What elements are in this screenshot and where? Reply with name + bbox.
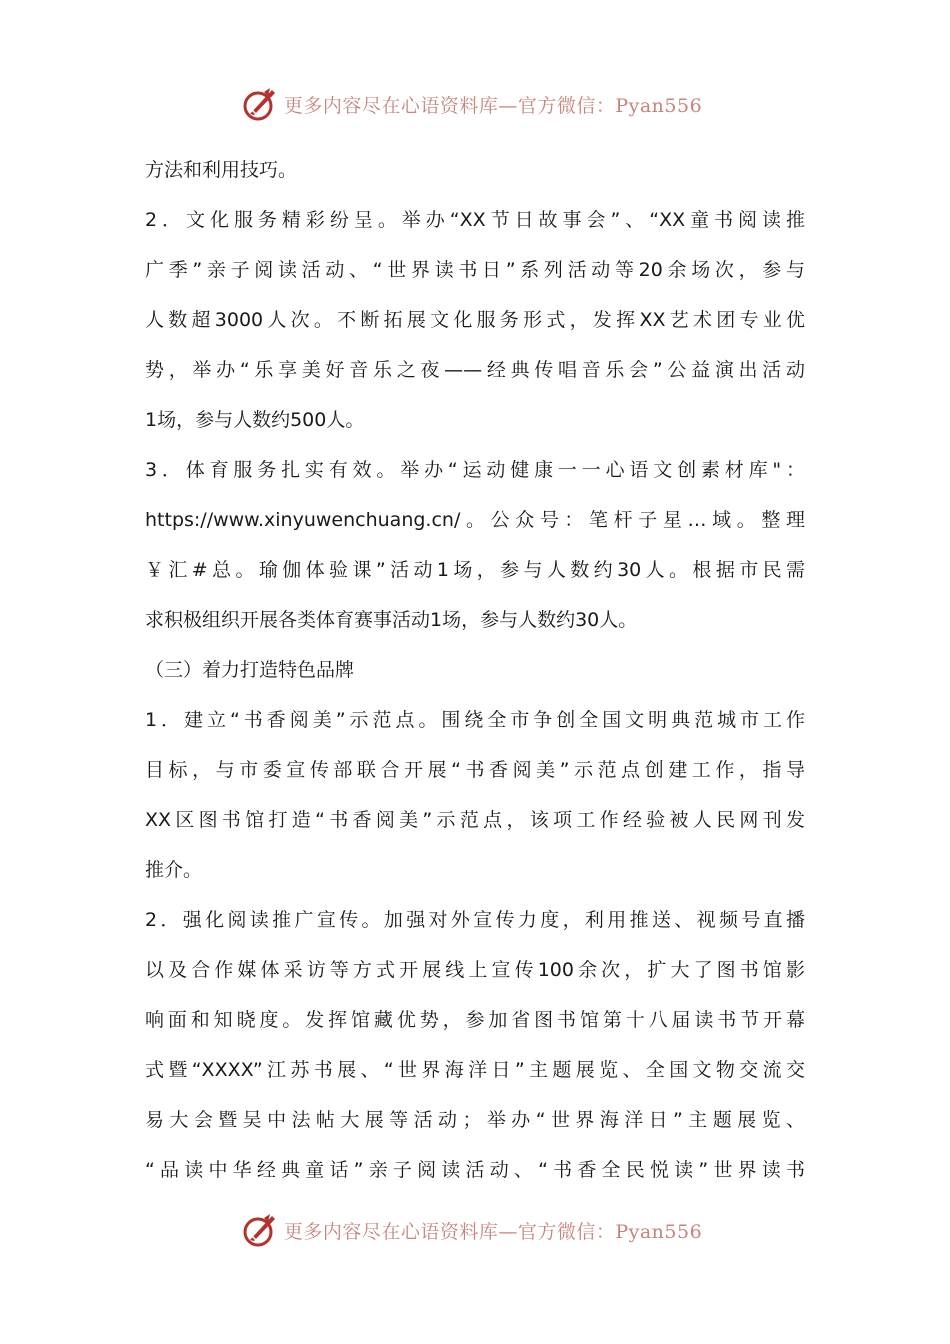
body-line-14: XX区图书馆打造“书香阅美”示范点，该项工作经验被人民网刊发 bbox=[145, 809, 805, 831]
body-line-4: 人数超3000人次。不断拓展文化服务形式，发挥XX艺术团专业优 bbox=[145, 309, 805, 331]
body-line-5: 势，举办“乐享美好音乐之夜——经典传唱音乐会”公益演出活动 bbox=[145, 359, 805, 381]
body-line-10: 求积极组织开展各类体育赛事活动1场，参与人数约30人。 bbox=[145, 609, 638, 631]
header-banner-inner bbox=[242, 86, 702, 122]
body-line-19: 式暨“XXXX”江苏书展、“世界海洋日”主题展览、全国文物交流交 bbox=[145, 1059, 805, 1081]
body-line-15: 推介。 bbox=[145, 859, 203, 881]
body-line-7: 3．体育服务扎实有效。举办“运动健康一一心语文创素材库"： bbox=[145, 459, 805, 481]
section-heading: （三）着力打造特色品牌 bbox=[145, 659, 355, 681]
body-line-18: 响面和知晓度。发挥馆藏优势，参加省图书馆第十八届读书节开幕 bbox=[145, 1009, 805, 1031]
document-body bbox=[145, 145, 805, 1195]
body-line-6: 1场，参与人数约500人。 bbox=[145, 409, 365, 431]
quill-logo-icon bbox=[242, 86, 278, 122]
header-banner bbox=[0, 82, 950, 126]
body-line-16: 2．强化阅读推广宣传。加强对外宣传力度，利用推送、视频号直播 bbox=[145, 909, 805, 931]
body-line-17: 以及合作媒体采访等方式开展线上宣传100余次，扩大了图书馆影 bbox=[145, 959, 805, 981]
footer-banner-inner bbox=[242, 1212, 702, 1248]
body-line-1: 方法和利用技巧。 bbox=[145, 159, 298, 181]
quill-logo-icon bbox=[242, 1212, 278, 1248]
body-line-3: 广季”亲子阅读活动、“世界读书日”系列活动等20余场次，参与 bbox=[145, 259, 805, 281]
footer-banner bbox=[0, 1208, 950, 1252]
body-line-2: 2．文化服务精彩纷呈。举办“XX节日故事会”、“XX童书阅读推 bbox=[145, 209, 805, 231]
header-banner-text: 更多内容尽在心语资料库—官方微信：Pyan556 bbox=[283, 94, 703, 117]
body-line-13: 目标，与市委宣传部联合开展“书香阅美”示范点创建工作，指导 bbox=[145, 759, 805, 781]
body-line-21: “品读中华经典童话”亲子阅读活动、“书香全民悦读”世界读书 bbox=[145, 1159, 805, 1181]
body-line-20: 易大会暨吴中法帖大展等活动；举办“世界海洋日”主题展览、 bbox=[145, 1109, 805, 1131]
body-line-9: ￥汇#总。瑜伽体验课”活动1场，参与人数约30人。根据市民需 bbox=[145, 559, 805, 581]
footer-banner-text: 更多内容尽在心语资料库—官方微信：Pyan556 bbox=[283, 1220, 703, 1243]
body-line-8: https://www.xinyuwenchuang.cn/。公众号：笔杆子星…域。整理 bbox=[145, 509, 805, 531]
body-line-12: 1．建立“书香阅美”示范点。围绕全市争创全国文明典范城市工作 bbox=[145, 709, 805, 731]
